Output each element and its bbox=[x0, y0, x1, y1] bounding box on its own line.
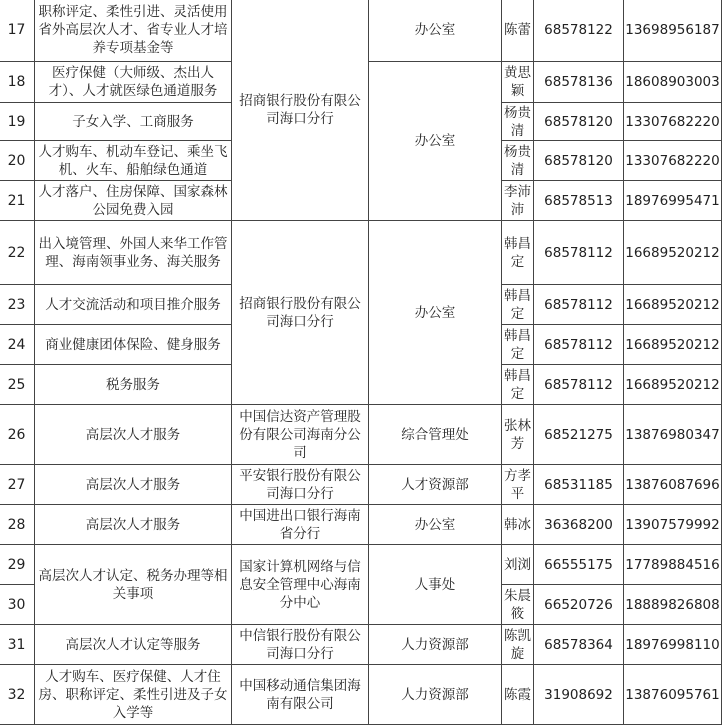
service-content: 出入境管理、外国人来华工作管理、海南领事业务、海关服务 bbox=[35, 221, 232, 285]
mobile-phone: 17789884516 bbox=[624, 545, 722, 585]
office-phone: 68578364 bbox=[534, 625, 624, 665]
service-content: 人才购车、机动车登记、乘坐飞机、火车、船舶绿色通道 bbox=[35, 141, 232, 181]
row-number: 25 bbox=[0, 365, 35, 405]
mobile-phone: 18976998110 bbox=[624, 625, 722, 665]
office-phone: 68578112 bbox=[534, 285, 624, 325]
row-number: 26 bbox=[0, 405, 35, 465]
contact-person: 韩冰 bbox=[502, 505, 534, 545]
office-phone: 36368200 bbox=[534, 505, 624, 545]
office-phone: 68578112 bbox=[534, 221, 624, 285]
contact-person: 韩昌定 bbox=[502, 365, 534, 405]
office-phone: 68578120 bbox=[534, 103, 624, 141]
organization-name: 中国信达资产管理股份有限公司海南分公司 bbox=[232, 405, 369, 465]
table-row bbox=[0, 665, 722, 725]
organization-name: 中国进出口银行海南省分行 bbox=[232, 505, 369, 545]
department-name: 人力资源部 bbox=[369, 665, 502, 725]
service-content: 子女入学、工商服务 bbox=[35, 103, 232, 141]
mobile-phone: 13876980347 bbox=[624, 405, 722, 465]
contact-person: 朱晨筱 bbox=[502, 585, 534, 625]
service-content: 高层次人才认定等服务 bbox=[35, 625, 232, 665]
row-number: 24 bbox=[0, 325, 35, 365]
row-number: 22 bbox=[0, 221, 35, 285]
department-name: 人才资源部 bbox=[369, 465, 502, 505]
contact-person: 韩昌定 bbox=[502, 325, 534, 365]
service-content: 高层次人才认定、税务办理等相关事项 bbox=[35, 545, 232, 625]
department-name: 办公室 bbox=[369, 0, 502, 62]
organization-name: 中信银行股份有限公司海口分行 bbox=[232, 625, 369, 665]
contact-person: 陈凯旋 bbox=[502, 625, 534, 665]
row-number: 20 bbox=[0, 141, 35, 181]
service-content: 人才交流活动和项目推介服务 bbox=[35, 285, 232, 325]
service-content: 高层次人才服务 bbox=[35, 505, 232, 545]
row-number: 17 bbox=[0, 0, 35, 62]
department-name: 办公室 bbox=[369, 221, 502, 405]
office-phone: 31908692 bbox=[534, 665, 624, 725]
table-row bbox=[0, 505, 722, 545]
service-content: 人才购车、医疗保健、人才住房、职称评定、柔性引进及子女入学等 bbox=[35, 665, 232, 725]
mobile-phone: 13876095761 bbox=[624, 665, 722, 725]
row-number: 18 bbox=[0, 62, 35, 103]
contact-person: 李沛沛 bbox=[502, 181, 534, 221]
row-number: 30 bbox=[0, 585, 35, 625]
office-phone: 68578112 bbox=[534, 365, 624, 405]
office-phone: 66520726 bbox=[534, 585, 624, 625]
organization-name: 国家计算机网络与信息安全管理中心海南分中心 bbox=[232, 545, 369, 625]
mobile-phone: 13698956187 bbox=[624, 0, 722, 62]
mobile-phone: 13307682220 bbox=[624, 141, 722, 181]
office-phone: 68578513 bbox=[534, 181, 624, 221]
row-number: 19 bbox=[0, 103, 35, 141]
department-name: 综合管理处 bbox=[369, 405, 502, 465]
row-number: 28 bbox=[0, 505, 35, 545]
organization-name: 平安银行股份有限公司海口分行 bbox=[232, 465, 369, 505]
row-number: 21 bbox=[0, 181, 35, 221]
table-row bbox=[0, 0, 722, 62]
department-name: 办公室 bbox=[369, 505, 502, 545]
mobile-phone: 18976995471 bbox=[624, 181, 722, 221]
department-name: 人事处 bbox=[369, 545, 502, 625]
office-phone: 68578112 bbox=[534, 325, 624, 365]
organization-name: 招商银行股份有限公司海口分行 bbox=[232, 221, 369, 405]
organization-name: 中国移动通信集团海南有限公司 bbox=[232, 665, 369, 725]
contact-person: 韩昌定 bbox=[502, 285, 534, 325]
contact-person: 方孝平 bbox=[502, 465, 534, 505]
contact-person: 杨贵清 bbox=[502, 103, 534, 141]
service-content: 税务服务 bbox=[35, 365, 232, 405]
contact-person: 张林芳 bbox=[502, 405, 534, 465]
mobile-phone: 13907579992 bbox=[624, 505, 722, 545]
row-number: 23 bbox=[0, 285, 35, 325]
service-content: 医疗保健（大师级、杰出人才）、人才就医绿色通道服务 bbox=[35, 62, 232, 103]
office-phone: 68578120 bbox=[534, 141, 624, 181]
mobile-phone: 18608903003 bbox=[624, 62, 722, 103]
service-content: 商业健康团体保险、健身服务 bbox=[35, 325, 232, 365]
office-phone: 68521275 bbox=[534, 405, 624, 465]
mobile-phone: 13876087696 bbox=[624, 465, 722, 505]
department-name: 人力资源部 bbox=[369, 625, 502, 665]
office-phone: 68578136 bbox=[534, 62, 624, 103]
office-phone: 68578122 bbox=[534, 0, 624, 62]
mobile-phone: 18889826808 bbox=[624, 585, 722, 625]
table-row bbox=[0, 221, 722, 285]
department-name: 办公室 bbox=[369, 62, 502, 221]
contact-person: 韩昌定 bbox=[502, 221, 534, 285]
organization-name: 招商银行股份有限公司海口分行 bbox=[232, 0, 369, 221]
contact-person: 陈蕾 bbox=[502, 0, 534, 62]
contact-person: 黄思颖 bbox=[502, 62, 534, 103]
contact-person: 杨贵清 bbox=[502, 141, 534, 181]
mobile-phone: 16689520212 bbox=[624, 325, 722, 365]
table-row bbox=[0, 405, 722, 465]
service-content: 人才落户、住房保障、国家森林公园免费入园 bbox=[35, 181, 232, 221]
office-phone: 68531185 bbox=[534, 465, 624, 505]
service-content: 高层次人才服务 bbox=[35, 465, 232, 505]
mobile-phone: 16689520212 bbox=[624, 285, 722, 325]
table-row bbox=[0, 625, 722, 665]
contact-person: 陈霞 bbox=[502, 665, 534, 725]
row-number: 29 bbox=[0, 545, 35, 585]
mobile-phone: 16689520212 bbox=[624, 221, 722, 285]
contact-person: 刘浏 bbox=[502, 545, 534, 585]
row-number: 27 bbox=[0, 465, 35, 505]
row-number: 31 bbox=[0, 625, 35, 665]
row-number: 32 bbox=[0, 665, 35, 725]
table-row bbox=[0, 545, 722, 585]
service-content: 高层次人才服务 bbox=[35, 405, 232, 465]
office-phone: 66555175 bbox=[534, 545, 624, 585]
service-content: 职称评定、柔性引进、灵活使用省外高层次人才、省专业人才培养专项基金等 bbox=[35, 0, 232, 62]
table-row bbox=[0, 465, 722, 505]
mobile-phone: 13307682220 bbox=[624, 103, 722, 141]
mobile-phone: 16689520212 bbox=[624, 365, 722, 405]
